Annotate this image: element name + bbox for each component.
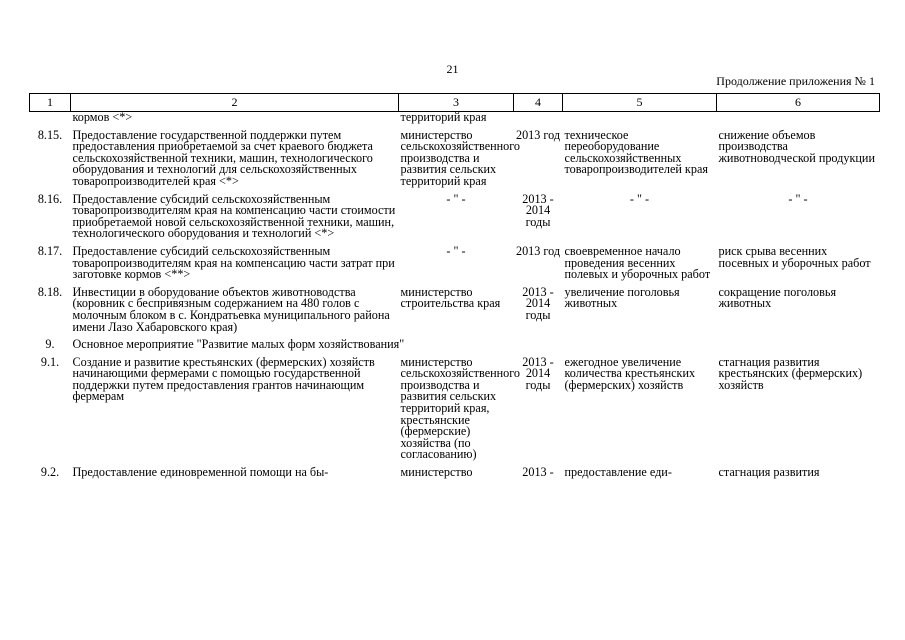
table-row xyxy=(30,246,880,287)
column-header: 6 xyxy=(717,94,880,112)
item-action: Предоставление государственной поддержки путем предоставления приобретаемой за счет краевого бюджета сельскохозяйственной техники, машин, технологического оборудования и технологий для сельскохозяйственных товаропроизводителей края <*> xyxy=(72,127,373,188)
table-row xyxy=(30,130,880,194)
item-result xyxy=(563,112,717,130)
column-header: 4 xyxy=(514,94,563,112)
item-number: 8.16. xyxy=(37,191,63,206)
table-header-row xyxy=(30,94,880,112)
item-executor: министерство сельскохозяйственного производства и развития сельских территорий края, крестьянские (фермерские) хозяйства (по согласованию) xyxy=(400,354,521,462)
item-period xyxy=(514,112,563,130)
column-header: 2 xyxy=(71,94,399,112)
item-consequence: снижение объемов производства животноводческой продукции xyxy=(718,127,875,165)
item-action: Инвестиции в оборудование объектов животноводства (коровник с беспривязным содержанием на 480 голов с молочным блоком в с. Кондратьевка муниципального района имени Лазо Хабаровского края) xyxy=(72,284,390,334)
item-number: 8.15. xyxy=(37,127,63,142)
item-number: 8.17. xyxy=(37,243,63,258)
item-action: Предоставление субсидий сельскохозяйственным товаропроизводителям края на компенсацию части стоимости приобретаемой новой сельскохозяйственной техники, машин, технологического оборудования и технологий <*> xyxy=(72,191,396,241)
item-result: техническое переоборудование сельскохозяйственных товаропроизводителей края xyxy=(564,127,708,177)
item-action: кормов <*> xyxy=(72,110,133,124)
table-row xyxy=(30,194,880,246)
measures-table xyxy=(29,93,880,485)
item-executor: территорий края xyxy=(400,110,487,124)
table-row xyxy=(30,357,880,467)
item-period: 2013 год xyxy=(515,243,561,258)
section-title: Основное мероприятие "Развитие малых форм хозяйствования" xyxy=(72,337,405,352)
appendix-continuation-label: Продолжение приложения № 1 xyxy=(716,74,875,88)
item-period: 2013 - 2014 годы xyxy=(522,191,554,229)
page-number: 21 xyxy=(446,62,459,76)
column-header: 5 xyxy=(563,94,717,112)
item-number: 9.1. xyxy=(40,354,60,369)
item-period: 2013 - 2014 годы xyxy=(522,354,554,392)
item-consequence: стагнация развития xyxy=(718,465,820,480)
item-result: своевременное начало проведения весенних полевых и уборочных работ xyxy=(564,243,711,282)
item-executor: министерство строительства края xyxy=(400,284,501,311)
item-action: Предоставление единовременной помощи на бы- xyxy=(72,465,329,480)
item-period: 2013 год xyxy=(515,127,561,142)
item-executor: министерство xyxy=(400,465,473,480)
item-result: - " - xyxy=(629,191,650,206)
item-result: ежегодное увеличение количества крестьянских (фермерских) хозяйств xyxy=(564,354,696,392)
item-period: 2013 - xyxy=(522,465,554,480)
item-result: увеличение поголовья животных xyxy=(564,284,680,311)
item-period: 2013 - 2014 годы xyxy=(522,284,554,322)
section-number: 9. xyxy=(45,337,55,352)
item-consequence: сокращение поголовья животных xyxy=(718,284,837,311)
table-row xyxy=(30,467,880,485)
column-header: 1 xyxy=(30,94,71,112)
item-number: 8.18. xyxy=(37,284,63,299)
item-consequence: риск срыва весенних посевных и уборочных работ xyxy=(718,243,871,270)
column-header: 3 xyxy=(399,94,514,112)
item-number: 9.2. xyxy=(40,465,60,480)
item-number xyxy=(30,112,71,130)
item-consequence: - " - xyxy=(788,191,808,206)
item-action: Создание и развитие крестьянских (фермерских) хозяйств начинающими фермерами с помощью государственной поддержки путем предоставления грантов начинающим фермерам xyxy=(72,354,375,404)
item-action: Предоставление субсидий сельскохозяйственным товаропроизводителям края на компенсацию части затрат при заготовке кормов <**> xyxy=(72,243,395,282)
item-result: предоставление еди- xyxy=(564,465,672,480)
table-row xyxy=(30,112,880,130)
table-row xyxy=(30,287,880,339)
item-consequence xyxy=(717,112,880,130)
item-consequence: стагнация развития крестьянских (фермерских) хозяйств xyxy=(718,354,863,392)
item-executor: - " - xyxy=(446,191,466,206)
item-executor: - " - xyxy=(446,243,466,258)
item-executor: министерство сельскохозяйственного производства и развития сельских территорий края xyxy=(400,127,521,188)
